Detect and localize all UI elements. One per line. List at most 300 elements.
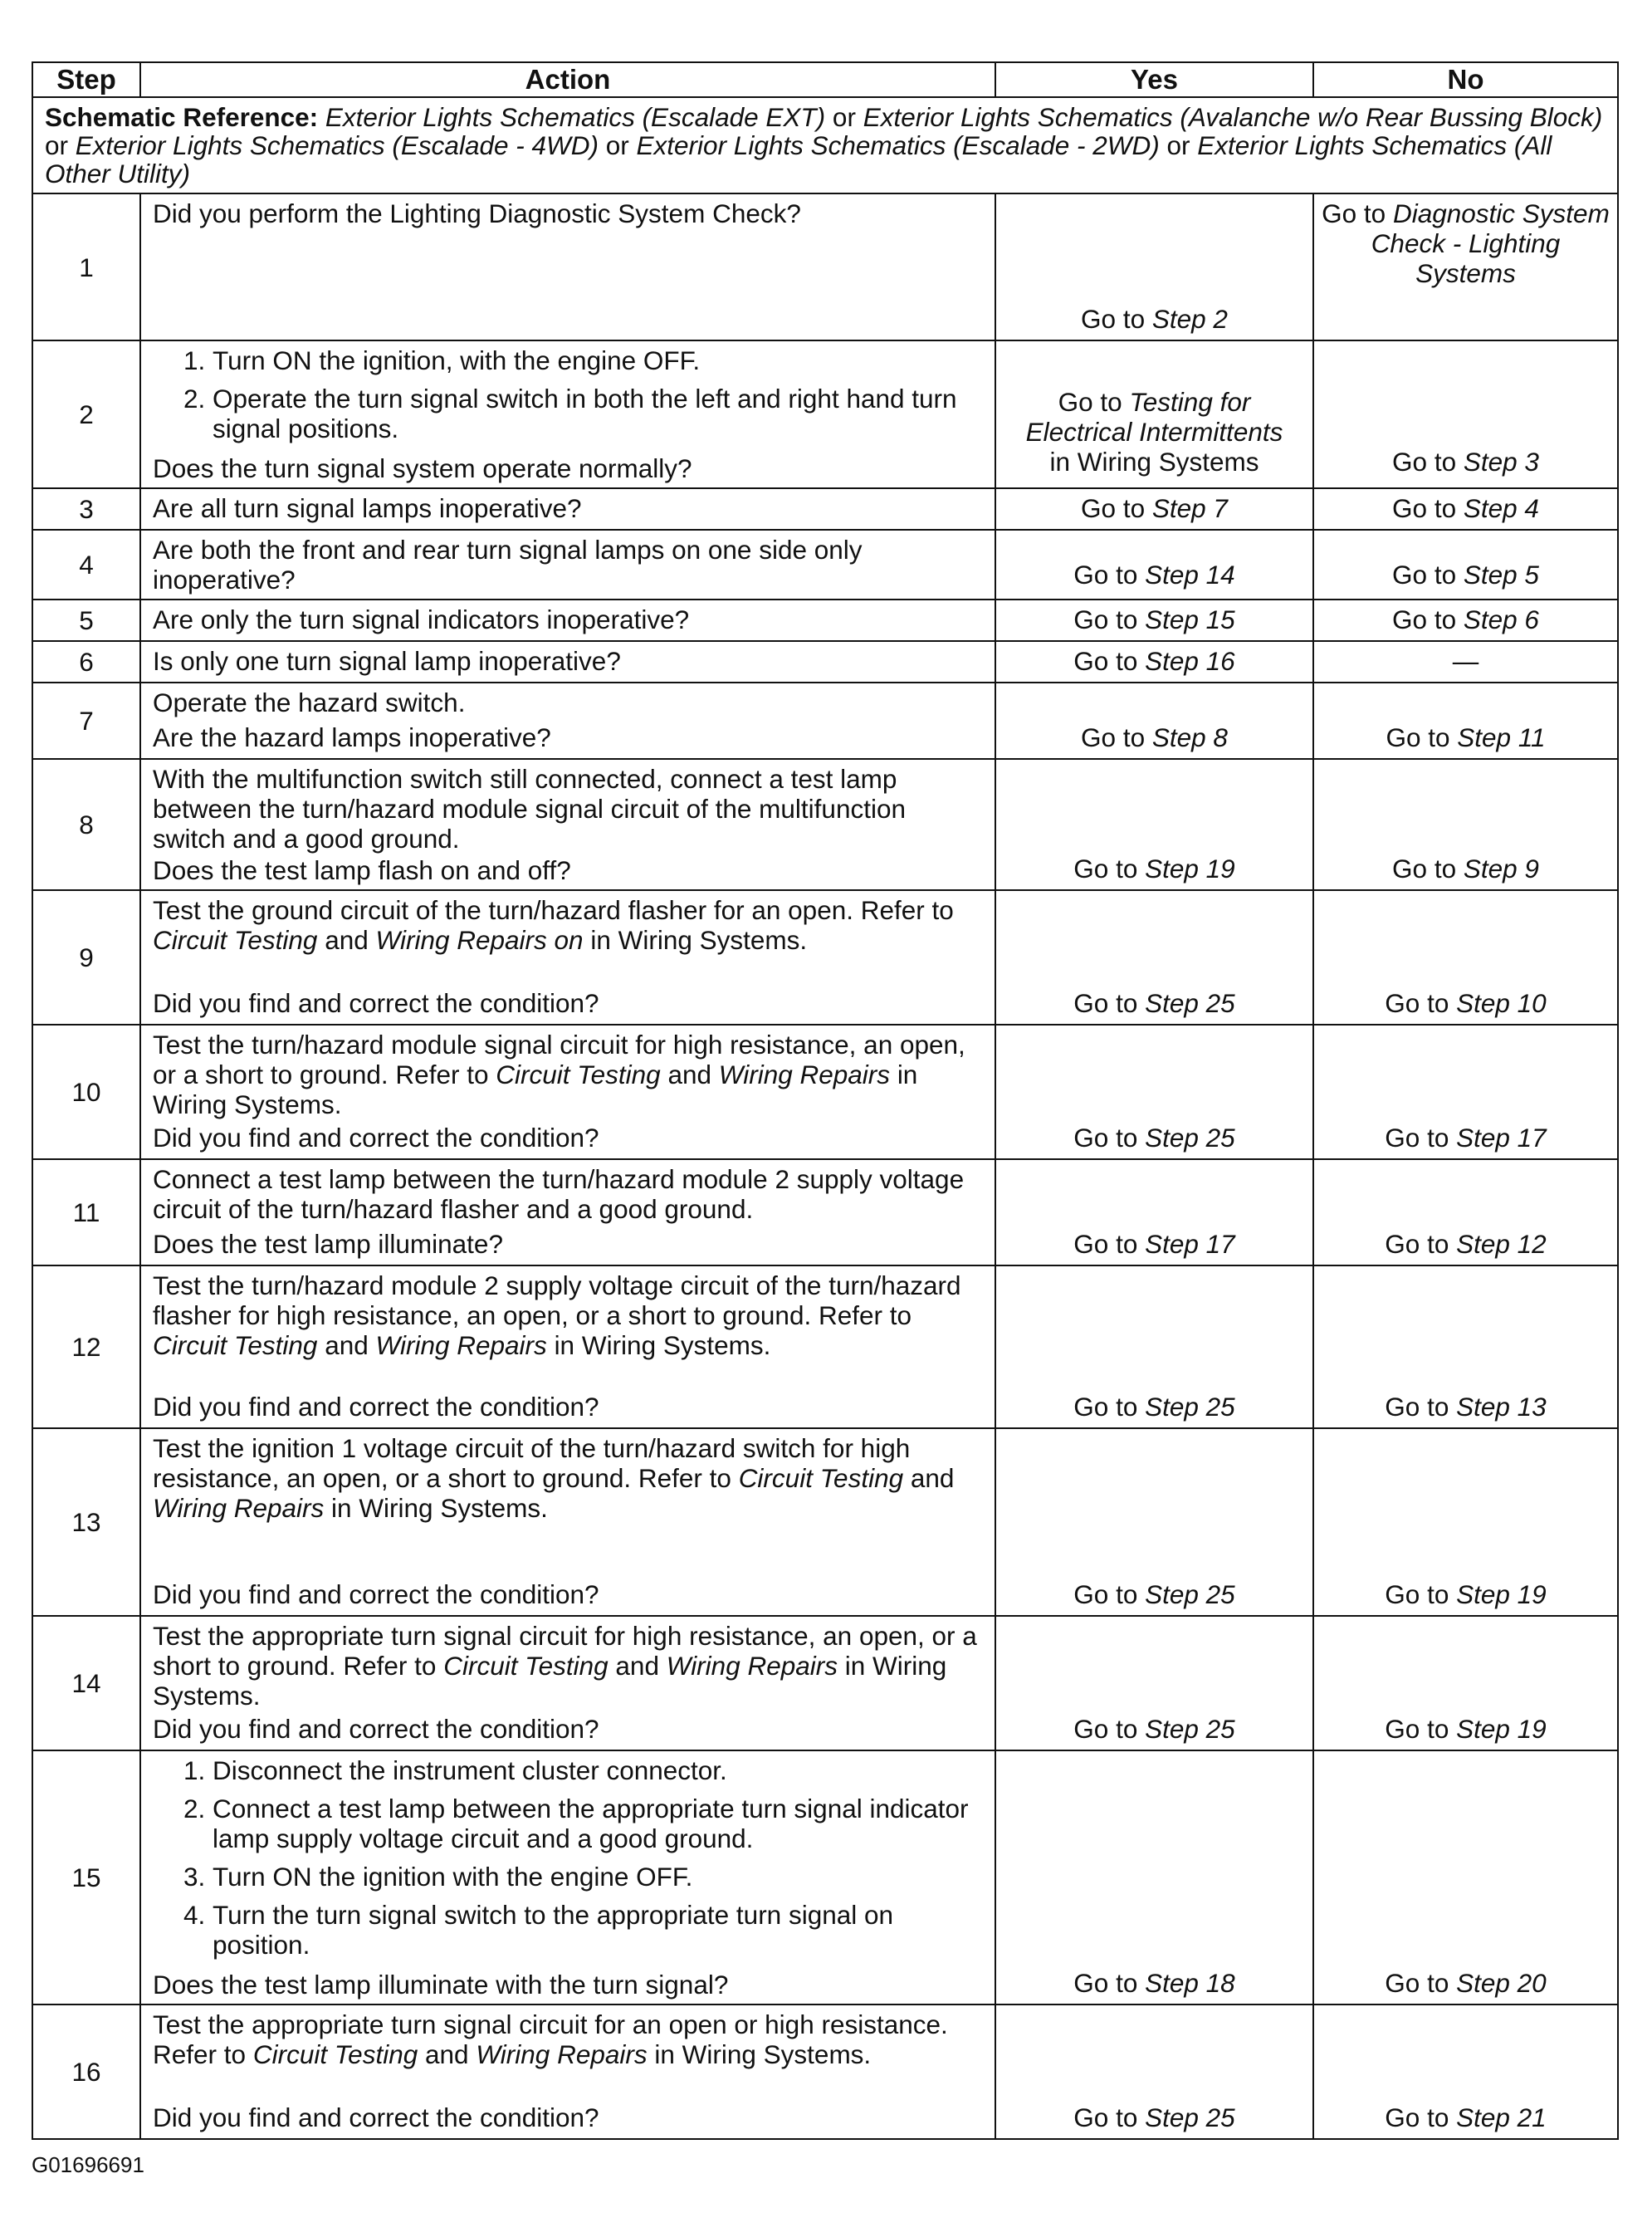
action-cell (140, 1616, 995, 1750)
header-step: Step (32, 62, 140, 97)
no-content (1321, 646, 1610, 676)
no-goto (1321, 1229, 1610, 1259)
no-cell (1313, 600, 1618, 641)
substep-item: 1. Turn ON the ignition, with the engine OFF. (213, 345, 983, 375)
no-link[interactable]: Step 17 (1456, 1123, 1547, 1153)
step-number: 10 (32, 1025, 140, 1159)
step-number: 5 (32, 600, 140, 641)
yes-content (1003, 646, 1306, 676)
action-instructions (153, 345, 983, 452)
go-to-text: Go to (1073, 854, 1138, 884)
no-cell (1313, 1616, 1618, 1750)
instruction-tail: in Wiring Systems. (331, 1493, 548, 1523)
question-text: Did you perform the Lighting Diagnostic System Check? (153, 198, 801, 228)
no-goto (1321, 1123, 1610, 1153)
action-cell (140, 683, 995, 759)
schematic-link-3[interactable]: Exterior Lights Schematics (Escalade - 4WD) (75, 130, 599, 160)
action-cell (140, 340, 995, 488)
step-number: 16 (32, 2004, 140, 2139)
or-word: or (45, 130, 69, 160)
yes-link[interactable]: Step 25 (1145, 1123, 1235, 1153)
yes-cell (995, 2004, 1313, 2139)
go-to-text: Go to (1322, 198, 1386, 228)
action-cell (140, 193, 995, 340)
and-word: and (325, 1330, 369, 1360)
go-to-text: Go to (1081, 722, 1146, 752)
no-link[interactable]: Step 11 (1457, 722, 1546, 752)
action-content (153, 605, 983, 634)
action-content (153, 1433, 983, 1609)
yes-content (1003, 764, 1306, 884)
yes-link[interactable]: Testing for Electrical Intermittents (1025, 387, 1283, 447)
no-cell (1313, 1265, 1618, 1428)
yes-cell (995, 340, 1313, 488)
action-instructions (153, 688, 983, 717)
action-instructions (153, 1164, 983, 1224)
schematic-link-1[interactable]: Exterior Lights Schematics (Escalade EXT) (325, 102, 826, 132)
no-content (1321, 1433, 1610, 1609)
yes-cell (995, 641, 1313, 683)
go-to-text: Go to (1073, 1968, 1138, 1998)
action-content (153, 535, 983, 595)
go-to-text: Go to (1073, 1714, 1138, 1744)
no-cell (1313, 1159, 1618, 1265)
step-number: 13 (32, 1428, 140, 1616)
no-cell (1313, 759, 1618, 890)
action-content (153, 493, 983, 523)
no-goto (1321, 560, 1610, 590)
step-number: 1 (32, 193, 140, 340)
no-link[interactable]: Step 5 (1463, 560, 1539, 590)
action-content (153, 1270, 983, 1422)
go-to-text: Go to (1073, 646, 1138, 676)
no-cell (1313, 530, 1618, 600)
question-text: Does the test lamp flash on and off? (153, 855, 571, 885)
no-link[interactable]: Step 4 (1463, 493, 1539, 523)
no-content (1321, 1164, 1610, 1259)
instruction-tail: in Wiring Systems. (654, 2039, 872, 2069)
instruction-text (153, 1433, 983, 1523)
wiring-repairs-link[interactable]: Wiring Repairs (718, 1060, 891, 1089)
action-instructions (153, 1270, 983, 1360)
instruction-lead: Test the appropriate turn signal circuit for high resistance, an open, or a short to ground. Refer to (153, 1621, 977, 1681)
question-text: Are all turn signal lamps inoperative? (153, 493, 582, 523)
no-cell (1313, 193, 1618, 340)
yes-link[interactable]: Step 25 (1145, 1392, 1235, 1422)
wiring-repairs-link[interactable]: Wiring Repairs (476, 2039, 648, 2069)
no-link[interactable]: Diagnostic System Check - Lighting Systems (1371, 198, 1610, 288)
and-word: and (910, 1463, 955, 1493)
wiring-repairs-link[interactable]: Wiring Repairs (153, 1493, 325, 1523)
yes-content (1003, 1621, 1306, 1744)
and-word: and (667, 1060, 711, 1089)
yes-content (1003, 895, 1306, 1018)
instruction-text (153, 1030, 983, 1119)
no-goto (1321, 722, 1610, 752)
question-text: Are only the turn signal indicators inoperative? (153, 605, 690, 634)
no-link[interactable]: Step 9 (1463, 854, 1539, 884)
yes-link[interactable]: Step 25 (1145, 2102, 1235, 2132)
circuit-testing-link[interactable]: Circuit Testing (153, 1330, 318, 1360)
yes-cell (995, 193, 1313, 340)
go-to-text: Go to (1385, 2102, 1449, 2132)
no-goto (1321, 1714, 1610, 1744)
step-row-7 (32, 683, 1618, 759)
go-to-text: Go to (1073, 988, 1138, 1018)
circuit-testing-link[interactable]: Circuit Testing (252, 2039, 418, 2069)
yes-cell (995, 1025, 1313, 1159)
yes-cell (995, 890, 1313, 1025)
no-link[interactable]: Step 12 (1456, 1229, 1547, 1259)
go-to-text: Go to (1392, 447, 1457, 477)
no-dash: — (1452, 646, 1479, 676)
step-row-3 (32, 488, 1618, 530)
instruction-text (153, 2009, 983, 2069)
action-content (153, 1755, 983, 2000)
no-goto (1321, 493, 1610, 523)
yes-cell (995, 1265, 1313, 1428)
no-goto (1321, 447, 1610, 477)
yes-content (1003, 605, 1306, 634)
instruction-text: Connect a test lamp between the turn/hazard module 2 supply voltage circuit of the turn/hazard flasher and a good ground. (153, 1164, 965, 1224)
yes-link[interactable]: Step 18 (1145, 1968, 1235, 1998)
no-link[interactable]: Step 21 (1456, 2102, 1547, 2132)
no-cell (1313, 2004, 1618, 2139)
diagnostic-table (32, 61, 1619, 2140)
circuit-testing-link[interactable]: Circuit Testing (443, 1651, 609, 1681)
go-to-text: Go to (1392, 560, 1457, 590)
step-number: 9 (32, 890, 140, 1025)
step-number: 3 (32, 488, 140, 530)
yes-cell (995, 530, 1313, 600)
step-row-4 (32, 530, 1618, 600)
question-text: Does the test lamp illuminate with the turn signal? (153, 1970, 729, 2000)
step-number: 11 (32, 1159, 140, 1265)
no-link[interactable]: Step 13 (1456, 1392, 1547, 1422)
no-link[interactable]: Step 20 (1456, 1968, 1547, 1998)
go-to-text: Go to (1058, 387, 1122, 417)
no-link[interactable]: Step 3 (1463, 447, 1539, 477)
no-cell (1313, 340, 1618, 488)
question-text: Are both the front and rear turn signal lamps on one side only inoperative? (153, 535, 863, 595)
action-instructions (153, 1433, 983, 1523)
action-instructions (153, 1621, 983, 1711)
yes-goto (1003, 646, 1306, 676)
and-word: and (425, 2039, 469, 2069)
yes-cell (995, 1616, 1313, 1750)
step-number: 7 (32, 683, 140, 759)
instruction-tail: in Wiring Systems. (153, 1060, 918, 1119)
step-row-6 (32, 641, 1618, 683)
substep-list (153, 1755, 983, 1960)
no-content (1321, 2009, 1610, 2132)
and-word: and (325, 925, 369, 955)
substep-item: 1. Disconnect the instrument cluster connector. (213, 1755, 983, 1785)
yes-content (1003, 1270, 1306, 1422)
question-text: Does the test lamp illuminate? (153, 1229, 503, 1259)
header-action: Action (140, 62, 995, 97)
action-cell (140, 1265, 995, 1428)
substep-item: 2. Operate the turn signal switch in both the left and right hand turn signal positions. (213, 384, 983, 443)
step-number: 4 (32, 530, 140, 600)
no-cell (1313, 1428, 1618, 1616)
question-text: Did you find and correct the condition? (153, 1123, 599, 1153)
question-text: Did you find and correct the condition? (153, 1714, 599, 1744)
no-goto (1321, 854, 1610, 884)
no-goto (1321, 605, 1610, 634)
yes-content (1003, 2009, 1306, 2132)
yes-content (1003, 1030, 1306, 1153)
no-cell (1313, 683, 1618, 759)
action-instructions (153, 1755, 983, 1968)
instruction-lead: Test the ground circuit of the turn/hazard flasher for an open. Refer to (153, 895, 954, 925)
action-content (153, 2009, 983, 2132)
go-to-text: Go to (1073, 1229, 1138, 1259)
yes-goto (1003, 560, 1306, 590)
substep-item: 3. Turn ON the ignition with the engine OFF. (213, 1862, 983, 1892)
step-number: 2 (32, 340, 140, 488)
step-number: 14 (32, 1616, 140, 1750)
no-content (1321, 535, 1610, 590)
action-cell (140, 890, 995, 1025)
substep-item: 4. Turn the turn signal switch to the appropriate turn signal on position. (213, 1900, 983, 1960)
schematic-link-4[interactable]: Exterior Lights Schematics (Escalade - 2WD) (636, 130, 1160, 160)
action-cell (140, 488, 995, 530)
yes-cell (995, 1159, 1313, 1265)
figure-id: G01696691 (32, 2152, 144, 2177)
no-content (1321, 198, 1610, 334)
question-text: Is only one turn signal lamp inoperative? (153, 646, 621, 676)
substep-item: 2. Connect a test lamp between the appropriate turn signal indicator lamp supply voltage circuit and a good ground. (213, 1794, 983, 1853)
no-link[interactable]: Step 19 (1456, 1714, 1547, 1744)
yes-content (1003, 493, 1306, 523)
action-cell (140, 530, 995, 600)
go-to-text: Go to (1385, 1229, 1449, 1259)
instruction-lead: Test the appropriate turn signal circuit for an open or high resistance. Refer to (153, 2009, 948, 2069)
go-to-text: Go to (1073, 1392, 1138, 1422)
action-cell (140, 1428, 995, 1616)
action-cell (140, 759, 995, 890)
go-to-text: Go to (1073, 605, 1138, 634)
circuit-testing-link[interactable]: Circuit Testing (153, 925, 318, 955)
instruction-text (153, 895, 983, 955)
yes-goto (1003, 493, 1306, 523)
circuit-testing-link[interactable]: Circuit Testing (496, 1060, 661, 1089)
step-row-2 (32, 340, 1618, 488)
yes-goto (1003, 1123, 1306, 1153)
step-row-11 (32, 1159, 1618, 1265)
action-cell (140, 1750, 995, 2004)
step-number: 15 (32, 1750, 140, 2004)
yes-goto (1003, 304, 1306, 334)
no-content (1321, 493, 1610, 523)
yes-link[interactable]: Step 16 (1145, 646, 1235, 676)
yes-goto (1003, 1392, 1306, 1422)
substep-list (153, 345, 983, 443)
instruction-text (153, 1621, 983, 1711)
go-to-text: Go to (1385, 988, 1449, 1018)
no-cell (1313, 641, 1618, 683)
step-number: 8 (32, 759, 140, 890)
action-content (153, 1164, 983, 1259)
diagnostic-table-container (32, 61, 1617, 2140)
go-to-text: Go to (1386, 722, 1450, 752)
yes-link[interactable]: Step 7 (1151, 493, 1228, 523)
yes-link[interactable]: Step 19 (1145, 854, 1235, 884)
yes-suffix: in Wiring Systems (1049, 447, 1259, 477)
go-to-text: Go to (1392, 854, 1457, 884)
no-content (1321, 1621, 1610, 1744)
header-no: No (1313, 62, 1618, 97)
step-row-13 (32, 1428, 1618, 1616)
step-row-14 (32, 1616, 1618, 1750)
yes-goto (1003, 605, 1306, 634)
action-cell (140, 1159, 995, 1265)
action-instructions (153, 764, 983, 854)
step-number: 12 (32, 1265, 140, 1428)
no-goto (1321, 1968, 1610, 1998)
go-to-text: Go to (1081, 493, 1146, 523)
yes-content (1003, 1433, 1306, 1609)
action-content (153, 688, 983, 752)
no-content (1321, 895, 1610, 1018)
go-to-text: Go to (1392, 605, 1457, 634)
yes-link[interactable]: Step 25 (1145, 1579, 1235, 1609)
step-row-10 (32, 1025, 1618, 1159)
action-cell (140, 600, 995, 641)
no-content (1321, 1755, 1610, 1998)
step-row-12 (32, 1265, 1618, 1428)
circuit-testing-link[interactable]: Circuit Testing (738, 1463, 904, 1493)
go-to-text: Go to (1081, 304, 1146, 334)
no-content (1321, 688, 1610, 752)
schematic-link-5[interactable]: Exterior Lights Schematics (All Other Utility) (45, 130, 1552, 188)
yes-link[interactable]: Step 17 (1145, 1229, 1235, 1259)
yes-goto (1003, 854, 1306, 884)
no-link[interactable]: Step 6 (1463, 605, 1539, 634)
action-instructions (153, 2009, 983, 2069)
yes-goto (1003, 1229, 1306, 1259)
instruction-lead: Test the ignition 1 voltage circuit of the turn/hazard switch for high resistance, an open, or a short to ground. Refer to (153, 1433, 911, 1493)
or-word: or (605, 130, 629, 160)
step-number: 6 (32, 641, 140, 683)
no-cell (1313, 1750, 1618, 2004)
yes-link[interactable]: Step 25 (1145, 988, 1235, 1018)
yes-content (1003, 345, 1306, 477)
yes-goto (1003, 722, 1306, 752)
yes-goto (1003, 387, 1306, 477)
go-to-text: Go to (1385, 1579, 1449, 1609)
no-content (1321, 345, 1610, 477)
go-to-text: Go to (1073, 2102, 1138, 2132)
question-text: Did you find and correct the condition? (153, 2102, 599, 2132)
yes-goto (1003, 988, 1306, 1018)
yes-link[interactable]: Step 25 (1145, 1714, 1235, 1744)
action-instructions (153, 1030, 983, 1119)
yes-link[interactable]: Step 15 (1145, 605, 1235, 634)
no-cell (1313, 1025, 1618, 1159)
yes-goto (1003, 1579, 1306, 1609)
action-cell (140, 641, 995, 683)
yes-goto (1003, 1714, 1306, 1744)
question-text: Did you find and correct the condition? (153, 1579, 599, 1609)
action-content (153, 198, 983, 334)
step-row-5 (32, 600, 1618, 641)
action-cell (140, 2004, 995, 2139)
yes-content (1003, 1164, 1306, 1259)
action-cell (140, 1025, 995, 1159)
no-cell (1313, 890, 1618, 1025)
yes-cell (995, 488, 1313, 530)
instruction-tail: in Wiring Systems. (590, 925, 808, 955)
schematic-link-2[interactable]: Exterior Lights Schematics (Avalanche w/o Rear Bussing Block) (863, 102, 1603, 132)
no-goto (1321, 2102, 1610, 2132)
wiring-repairs-link[interactable]: Wiring Repairs (666, 1651, 838, 1681)
question-text: Does the turn signal system operate normally? (153, 453, 692, 483)
action-content (153, 646, 983, 676)
no-content (1321, 1030, 1610, 1153)
yes-cell (995, 683, 1313, 759)
yes-link[interactable]: Step 2 (1151, 304, 1228, 334)
go-to-text: Go to (1385, 1123, 1449, 1153)
yes-cell (995, 1428, 1313, 1616)
action-instructions (153, 895, 983, 955)
go-to-text: Go to (1073, 560, 1138, 590)
or-word: or (1166, 130, 1190, 160)
instruction-text (153, 1270, 983, 1360)
no-link[interactable]: Step 10 (1456, 988, 1547, 1018)
yes-cell (995, 600, 1313, 641)
yes-link[interactable]: Step 14 (1145, 560, 1235, 590)
action-content (153, 764, 983, 885)
step-row-8 (32, 759, 1618, 890)
no-cell (1313, 488, 1618, 530)
header-row (32, 62, 1618, 97)
wiring-repairs-link[interactable]: Wiring Repairs on (375, 925, 584, 955)
yes-content (1003, 198, 1306, 334)
go-to-text: Go to (1073, 1579, 1138, 1609)
question-text: Did you find and correct the condition? (153, 988, 599, 1018)
action-content (153, 1030, 983, 1153)
instruction-tail: in Wiring Systems. (554, 1330, 771, 1360)
step-row-15 (32, 1750, 1618, 2004)
yes-goto (1003, 2102, 1306, 2132)
step-row-1 (32, 193, 1618, 340)
question-text: Are the hazard lamps inoperative? (153, 722, 551, 752)
no-goto (1321, 1392, 1610, 1422)
action-content (153, 1621, 983, 1744)
go-to-text: Go to (1385, 1968, 1449, 1998)
wiring-repairs-link[interactable]: Wiring Repairs (375, 1330, 547, 1360)
yes-cell (995, 1750, 1313, 2004)
step-row-16 (32, 2004, 1618, 2139)
schematic-reference (32, 97, 1618, 193)
no-goto (1321, 198, 1610, 288)
no-goto (1321, 988, 1610, 1018)
step-row-9 (32, 890, 1618, 1025)
header-yes: Yes (995, 62, 1313, 97)
instruction-tail: in Wiring Systems. (153, 1651, 947, 1711)
no-link[interactable]: Step 19 (1456, 1579, 1547, 1609)
yes-cell (995, 759, 1313, 890)
yes-link[interactable]: Step 8 (1151, 722, 1228, 752)
and-word: and (615, 1651, 659, 1681)
go-to-text: Go to (1385, 1392, 1449, 1422)
instruction-text: With the multifunction switch still connected, connect a test lamp between the turn/hazard module signal circuit of the multifunction switch and a good ground. (153, 764, 907, 854)
no-content (1321, 1270, 1610, 1422)
action-content (153, 345, 983, 483)
go-to-text: Go to (1392, 493, 1457, 523)
